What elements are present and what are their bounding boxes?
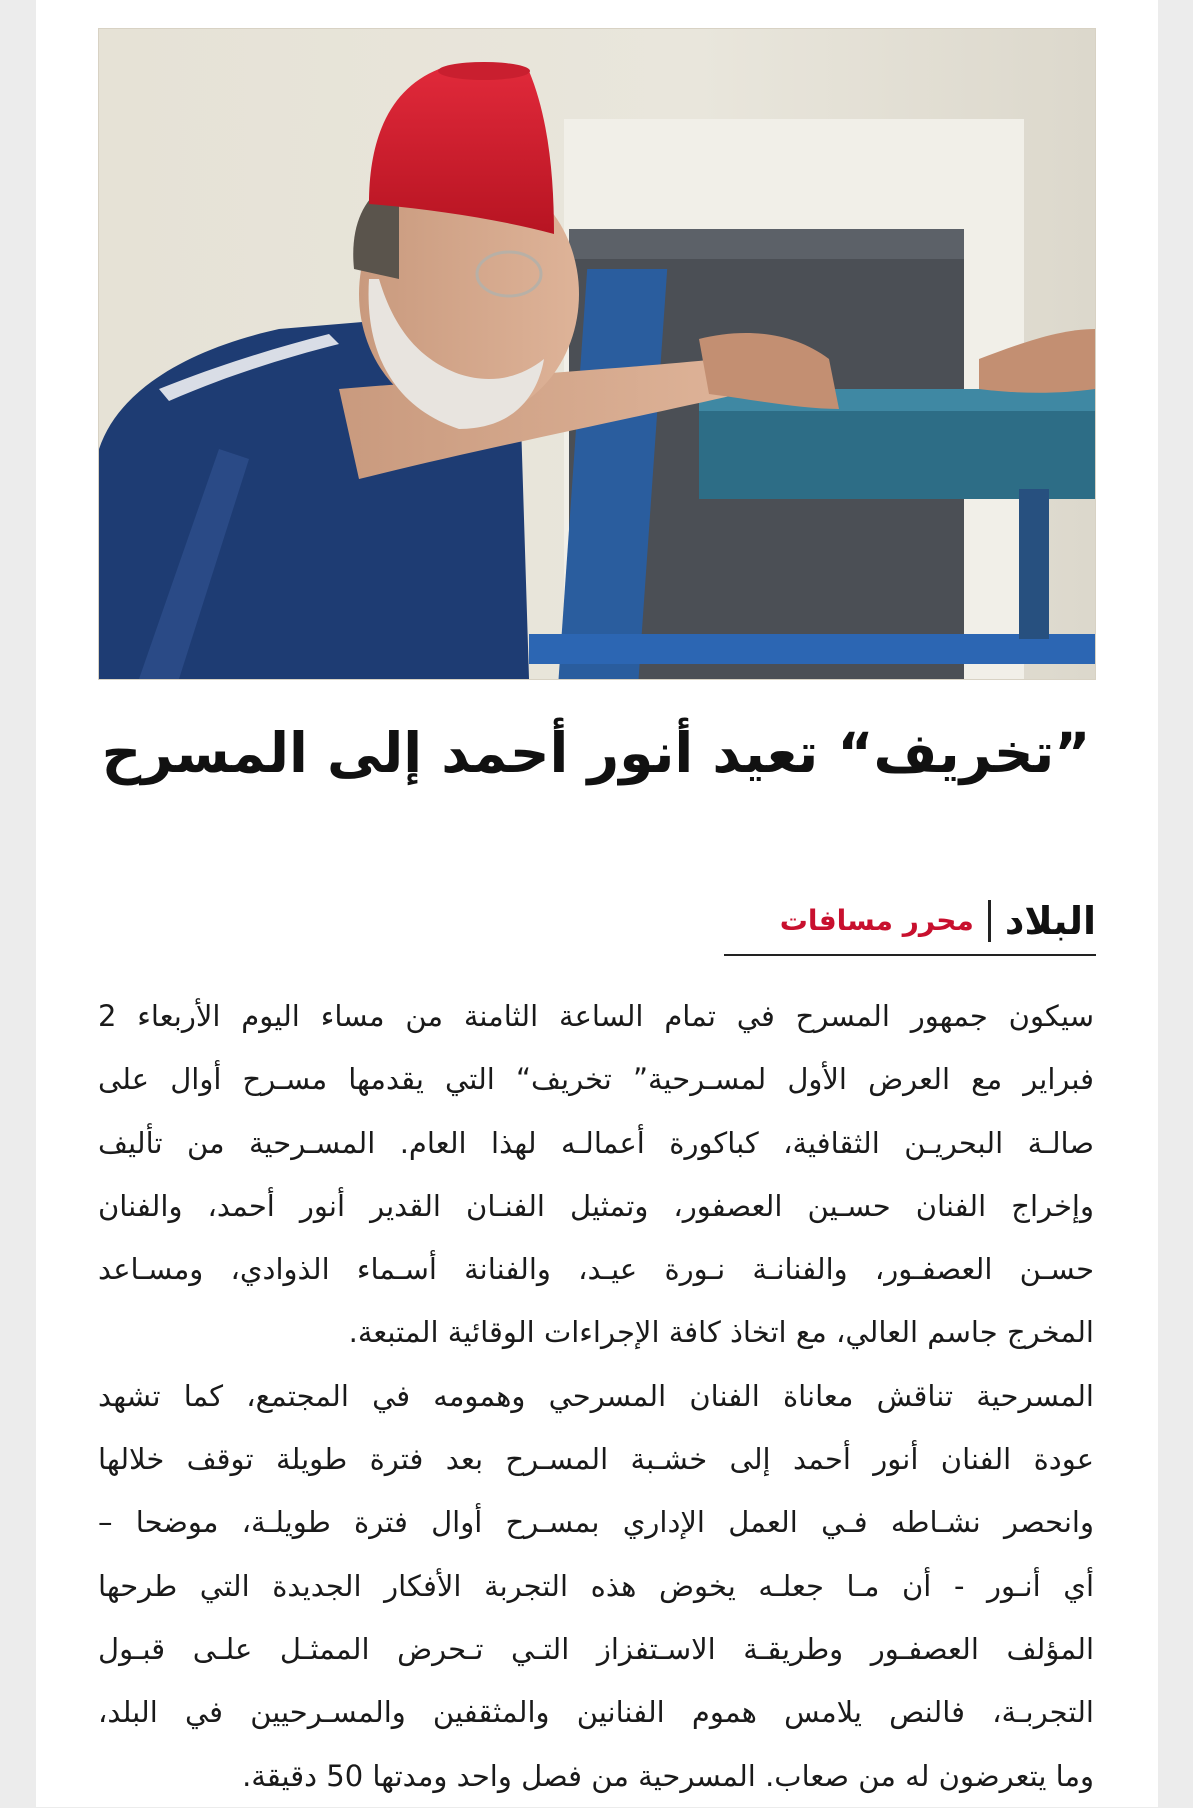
article-photo: [98, 28, 1096, 680]
body-line: المخرج جاسم العالي، مع اتخاذ كافة الإجراءات الوقائية المتبعة.: [348, 1315, 1094, 1350]
byline: [724, 888, 1096, 956]
article-body: [98, 985, 1094, 1808]
body-line: حسـن العصفـور، والفنانـة نـورة عيـد، والفنانة أسـماء الذوادي، ومسـاعد: [98, 1252, 1094, 1287]
body-line: التجربـة، فالنص يلامس هموم الفنانين والمثقفين والمسـرحيين في البلد،: [98, 1695, 1094, 1730]
body-line: أي أنـور - أن مـا جعلـه يخوض هذه التجربة الأفكار الجديدة التي طرحها: [98, 1568, 1094, 1603]
body-line: المسرحية تناقش معاناة الفنان المسرحي وهمومه في المجتمع، كما تشهد: [98, 1378, 1094, 1413]
body-line: عودة الفنان أنور أحمد إلى خشـبة المسـرح بعد فترة طويلة توقف خلالها: [98, 1442, 1094, 1477]
article-headline: ”تخريف“ تعيد أنور أحمد إلى المسرح: [101, 721, 1091, 785]
body-line: فبراير مع العرض الأول لمسـرحية” تخريف“ التي يقدمها مسـرح أوال على: [98, 1062, 1094, 1097]
body-line: صالـة البحريـن الثقافية، كباكورة أعمالـه لهذا العام. المسـرحية من تأليف: [98, 1125, 1094, 1160]
newspaper-brand-logo: البلاد: [1004, 899, 1096, 943]
author-name: محرر مسافات: [779, 904, 974, 937]
byline-separator: [988, 900, 991, 942]
actor-photo-illustration: [99, 29, 1095, 679]
body-line: سيكون جمهور المسرح في تمام الساعة الثامنة من مساء اليوم الأربعاء 2: [98, 999, 1094, 1033]
body-line: وإخراج الفنان حسـين العصفور، وتمثيل الفنـان القدير أنور أحمد، والفنان: [98, 1188, 1094, 1223]
newspaper-page: [36, 0, 1158, 1807]
body-line: وانحصر نشـاطه فـي العمل الإداري بمسـرح أوال فترة طويلـة، موضحا –: [98, 1505, 1094, 1540]
body-line: وما يتعرضون له من صعاب. المسرحية من فصل واحد ومدتها 50 دقيقة.: [242, 1758, 1094, 1793]
body-line: المؤلف العصفـور وطريقـة الاسـتفزاز التـي تـحرض الممثـل علـى قبـول: [98, 1631, 1094, 1666]
